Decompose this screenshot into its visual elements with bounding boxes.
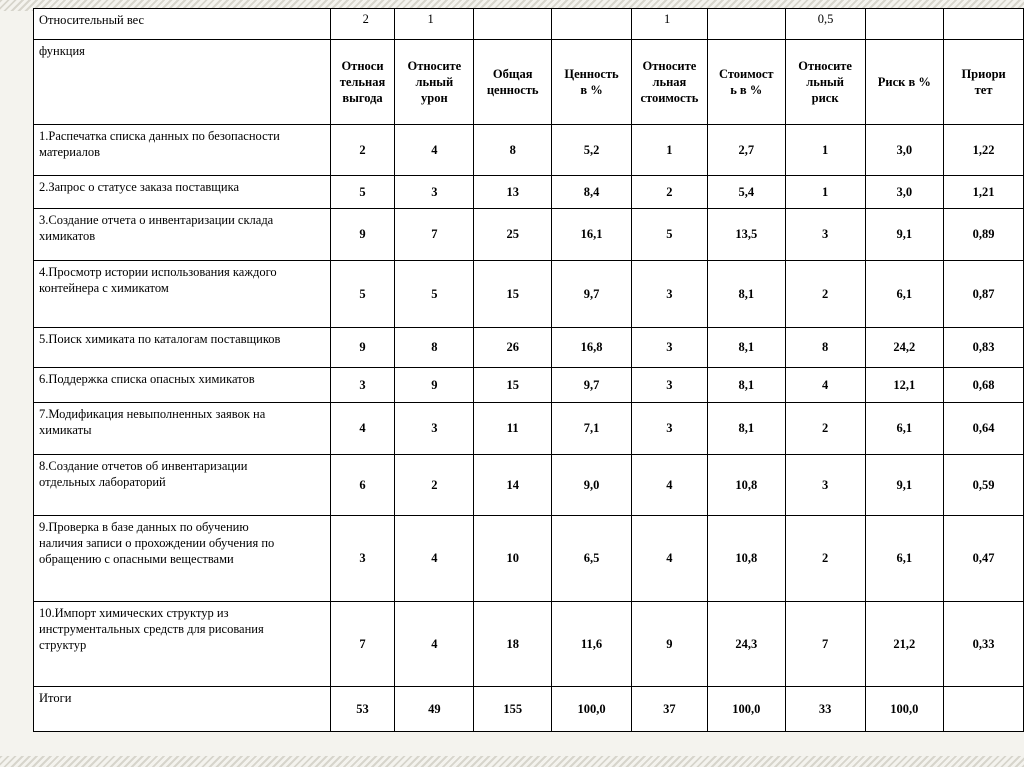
value-cell: 10,8	[707, 455, 785, 516]
value-cell: 1	[785, 176, 865, 209]
value-cell: 37	[631, 687, 707, 732]
column-header	[865, 40, 944, 125]
header-line: урон	[421, 91, 448, 105]
value-cell: 15	[474, 261, 552, 328]
column-header	[944, 40, 1024, 125]
value-cell: 5,2	[552, 125, 632, 176]
value-cell: 155	[474, 687, 552, 732]
value-cell: 100,0	[707, 687, 785, 732]
cell-line: обращению с опасными веществами	[39, 552, 234, 566]
value-cell: 1,22	[944, 125, 1024, 176]
header-line: льная	[652, 75, 687, 89]
value-cell: 9,7	[552, 368, 632, 403]
weight-cell	[865, 9, 944, 40]
table-row	[34, 455, 1024, 516]
value-cell: 0,33	[944, 602, 1024, 687]
value-cell: 3	[395, 403, 474, 455]
value-cell: 3	[785, 209, 865, 261]
value-cell: 8	[474, 125, 552, 176]
cell-line: материалов	[39, 145, 101, 159]
value-cell: 8,1	[707, 368, 785, 403]
slide-content	[33, 8, 1024, 732]
value-cell: 3,0	[865, 125, 944, 176]
function-name	[34, 602, 331, 687]
value-cell: 5	[330, 176, 395, 209]
value-cell: 3	[330, 516, 395, 602]
header-line: ценность	[486, 83, 539, 97]
value-cell: 9	[631, 602, 707, 687]
header-line: Риск в %	[877, 75, 931, 89]
function-name	[34, 176, 331, 209]
header-line: стоимость	[640, 91, 699, 105]
value-cell: 0,59	[944, 455, 1024, 516]
weight-cell: 0,5	[785, 9, 865, 40]
cell-line: химикатов	[39, 229, 96, 243]
cell-line: химикаты	[39, 423, 92, 437]
header-line: льный	[415, 75, 454, 89]
weights-label: Относительный вес	[34, 9, 331, 40]
value-cell: 3	[330, 368, 395, 403]
column-header	[330, 40, 395, 125]
value-cell: 9	[330, 209, 395, 261]
weight-cell: 1	[395, 9, 474, 40]
totals-label	[34, 687, 331, 732]
function-name	[34, 125, 331, 176]
cell-line: 8.Создание отчетов об инвентаризации	[39, 459, 248, 473]
cell-line: 2.Запрос о статусе заказа поставщика	[39, 180, 240, 194]
value-cell: 15	[474, 368, 552, 403]
header-line: льный	[806, 75, 844, 89]
header-line: риск	[811, 91, 839, 105]
value-cell: 7	[395, 209, 474, 261]
cell-line: структур	[39, 638, 87, 652]
value-cell: 5	[395, 261, 474, 328]
cell-line: 6.Поддержка списка опасных химикатов	[39, 372, 255, 386]
value-cell: 8	[785, 328, 865, 368]
table-row	[34, 125, 1024, 176]
value-cell: 4	[395, 516, 474, 602]
value-cell: 3,0	[865, 176, 944, 209]
header-line: тет	[974, 83, 993, 97]
value-cell: 49	[395, 687, 474, 732]
value-cell: 8,1	[707, 328, 785, 368]
value-cell: 100,0	[552, 687, 632, 732]
value-cell: 4	[631, 516, 707, 602]
cell-line: 7.Модификация невыполненных заявок на	[39, 407, 266, 421]
totals-row	[34, 687, 1024, 732]
value-cell: 6,5	[552, 516, 632, 602]
value-cell: 53	[330, 687, 395, 732]
column-header	[474, 40, 552, 125]
bottom-decorative-stripe	[0, 756, 1024, 767]
value-cell: 25	[474, 209, 552, 261]
value-cell: 6	[330, 455, 395, 516]
weight-cell	[552, 9, 632, 40]
weight-cell	[944, 9, 1024, 40]
value-cell: 7	[785, 602, 865, 687]
column-header	[395, 40, 474, 125]
column-header	[707, 40, 785, 125]
cell-line: Итоги	[39, 691, 72, 705]
function-header: функция	[34, 40, 331, 125]
header-row	[34, 40, 1024, 125]
priority-table	[33, 8, 1024, 732]
value-cell: 3	[631, 403, 707, 455]
table-row	[34, 602, 1024, 687]
value-cell: 2	[631, 176, 707, 209]
value-cell: 6,1	[865, 516, 944, 602]
value-cell: 100,0	[865, 687, 944, 732]
weight-cell	[707, 9, 785, 40]
value-cell: 0,68	[944, 368, 1024, 403]
value-cell: 4	[395, 125, 474, 176]
value-cell: 26	[474, 328, 552, 368]
cell-line: отдельных лабораторий	[39, 475, 166, 489]
value-cell: 7	[330, 602, 395, 687]
value-cell: 33	[785, 687, 865, 732]
value-cell: 2	[785, 403, 865, 455]
value-cell: 12,1	[865, 368, 944, 403]
value-cell: 16,1	[552, 209, 632, 261]
header-line: тельная	[339, 75, 386, 89]
value-cell: 2	[785, 516, 865, 602]
value-cell: 8,1	[707, 261, 785, 328]
value-cell: 5	[330, 261, 395, 328]
header-line: Ценность	[564, 67, 619, 81]
column-header	[631, 40, 707, 125]
value-cell: 4	[785, 368, 865, 403]
value-cell: 0,47	[944, 516, 1024, 602]
value-cell: 2	[785, 261, 865, 328]
value-cell: 9,7	[552, 261, 632, 328]
value-cell: 3	[631, 261, 707, 328]
value-cell: 8,4	[552, 176, 632, 209]
value-cell: 1	[631, 125, 707, 176]
function-name	[34, 368, 331, 403]
value-cell: 0,83	[944, 328, 1024, 368]
value-cell: 0,87	[944, 261, 1024, 328]
value-cell: 8,1	[707, 403, 785, 455]
value-cell: 0,64	[944, 403, 1024, 455]
cell-line: 1.Распечатка списка данных по безопасности	[39, 129, 280, 143]
function-name	[34, 261, 331, 328]
table-row	[34, 516, 1024, 602]
value-cell: 24,2	[865, 328, 944, 368]
weights-row	[34, 9, 1024, 40]
header-line: Приори	[961, 67, 1006, 81]
cell-line: 10.Импорт химических структур из	[39, 606, 229, 620]
header-line: ь в %	[730, 83, 763, 97]
value-cell: 16,8	[552, 328, 632, 368]
value-cell: 13	[474, 176, 552, 209]
value-cell: 6,1	[865, 261, 944, 328]
cell-line: инструментальных средств для рисования	[39, 622, 264, 636]
value-cell	[944, 687, 1024, 732]
column-header	[552, 40, 632, 125]
value-cell: 9	[330, 328, 395, 368]
header-line: Относите	[407, 59, 462, 73]
cell-line: 3.Создание отчета о инвентаризации склада	[39, 213, 274, 227]
value-cell: 4	[395, 602, 474, 687]
value-cell: 3	[631, 368, 707, 403]
value-cell: 11,6	[552, 602, 632, 687]
function-name	[34, 516, 331, 602]
table-row	[34, 368, 1024, 403]
header-line: в %	[580, 83, 603, 97]
weight-cell: 2	[330, 9, 395, 40]
weight-cell	[474, 9, 552, 40]
value-cell: 9,1	[865, 455, 944, 516]
value-cell: 2,7	[707, 125, 785, 176]
value-cell: 14	[474, 455, 552, 516]
function-name	[34, 455, 331, 516]
cell-line: 9.Проверка в базе данных по обучению	[39, 520, 249, 534]
cell-line: 5.Поиск химиката по каталогам поставщиков	[39, 332, 281, 346]
value-cell: 1	[785, 125, 865, 176]
value-cell: 18	[474, 602, 552, 687]
header-line: Общая	[492, 67, 533, 81]
value-cell: 5,4	[707, 176, 785, 209]
value-cell: 4	[631, 455, 707, 516]
value-cell: 3	[785, 455, 865, 516]
column-header	[785, 40, 865, 125]
value-cell: 21,2	[865, 602, 944, 687]
value-cell: 3	[631, 328, 707, 368]
value-cell: 5	[631, 209, 707, 261]
function-name	[34, 403, 331, 455]
header-line: Стоимост	[718, 67, 774, 81]
value-cell: 8	[395, 328, 474, 368]
cell-line: наличия записи о прохождении обучения по	[39, 536, 275, 550]
value-cell: 0,89	[944, 209, 1024, 261]
value-cell: 2	[330, 125, 395, 176]
value-cell: 10,8	[707, 516, 785, 602]
table-row	[34, 176, 1024, 209]
value-cell: 9,1	[865, 209, 944, 261]
value-cell: 13,5	[707, 209, 785, 261]
table-row	[34, 403, 1024, 455]
header-line: Относите	[642, 59, 697, 73]
value-cell: 2	[395, 455, 474, 516]
value-cell: 10	[474, 516, 552, 602]
value-cell: 24,3	[707, 602, 785, 687]
header-line: Относите	[798, 59, 852, 73]
table-row	[34, 209, 1024, 261]
table-row	[34, 261, 1024, 328]
value-cell: 9,0	[552, 455, 632, 516]
value-cell: 6,1	[865, 403, 944, 455]
value-cell: 7,1	[552, 403, 632, 455]
value-cell: 4	[330, 403, 395, 455]
value-cell: 11	[474, 403, 552, 455]
value-cell: 9	[395, 368, 474, 403]
cell-line: контейнера с химикатом	[39, 281, 169, 295]
cell-line: 4.Просмотр истории использования каждого	[39, 265, 277, 279]
function-name	[34, 328, 331, 368]
function-name	[34, 209, 331, 261]
header-line: Относи	[341, 59, 384, 73]
table-row	[34, 328, 1024, 368]
value-cell: 3	[395, 176, 474, 209]
header-line: выгода	[342, 91, 383, 105]
weight-cell: 1	[631, 9, 707, 40]
value-cell: 1,21	[944, 176, 1024, 209]
